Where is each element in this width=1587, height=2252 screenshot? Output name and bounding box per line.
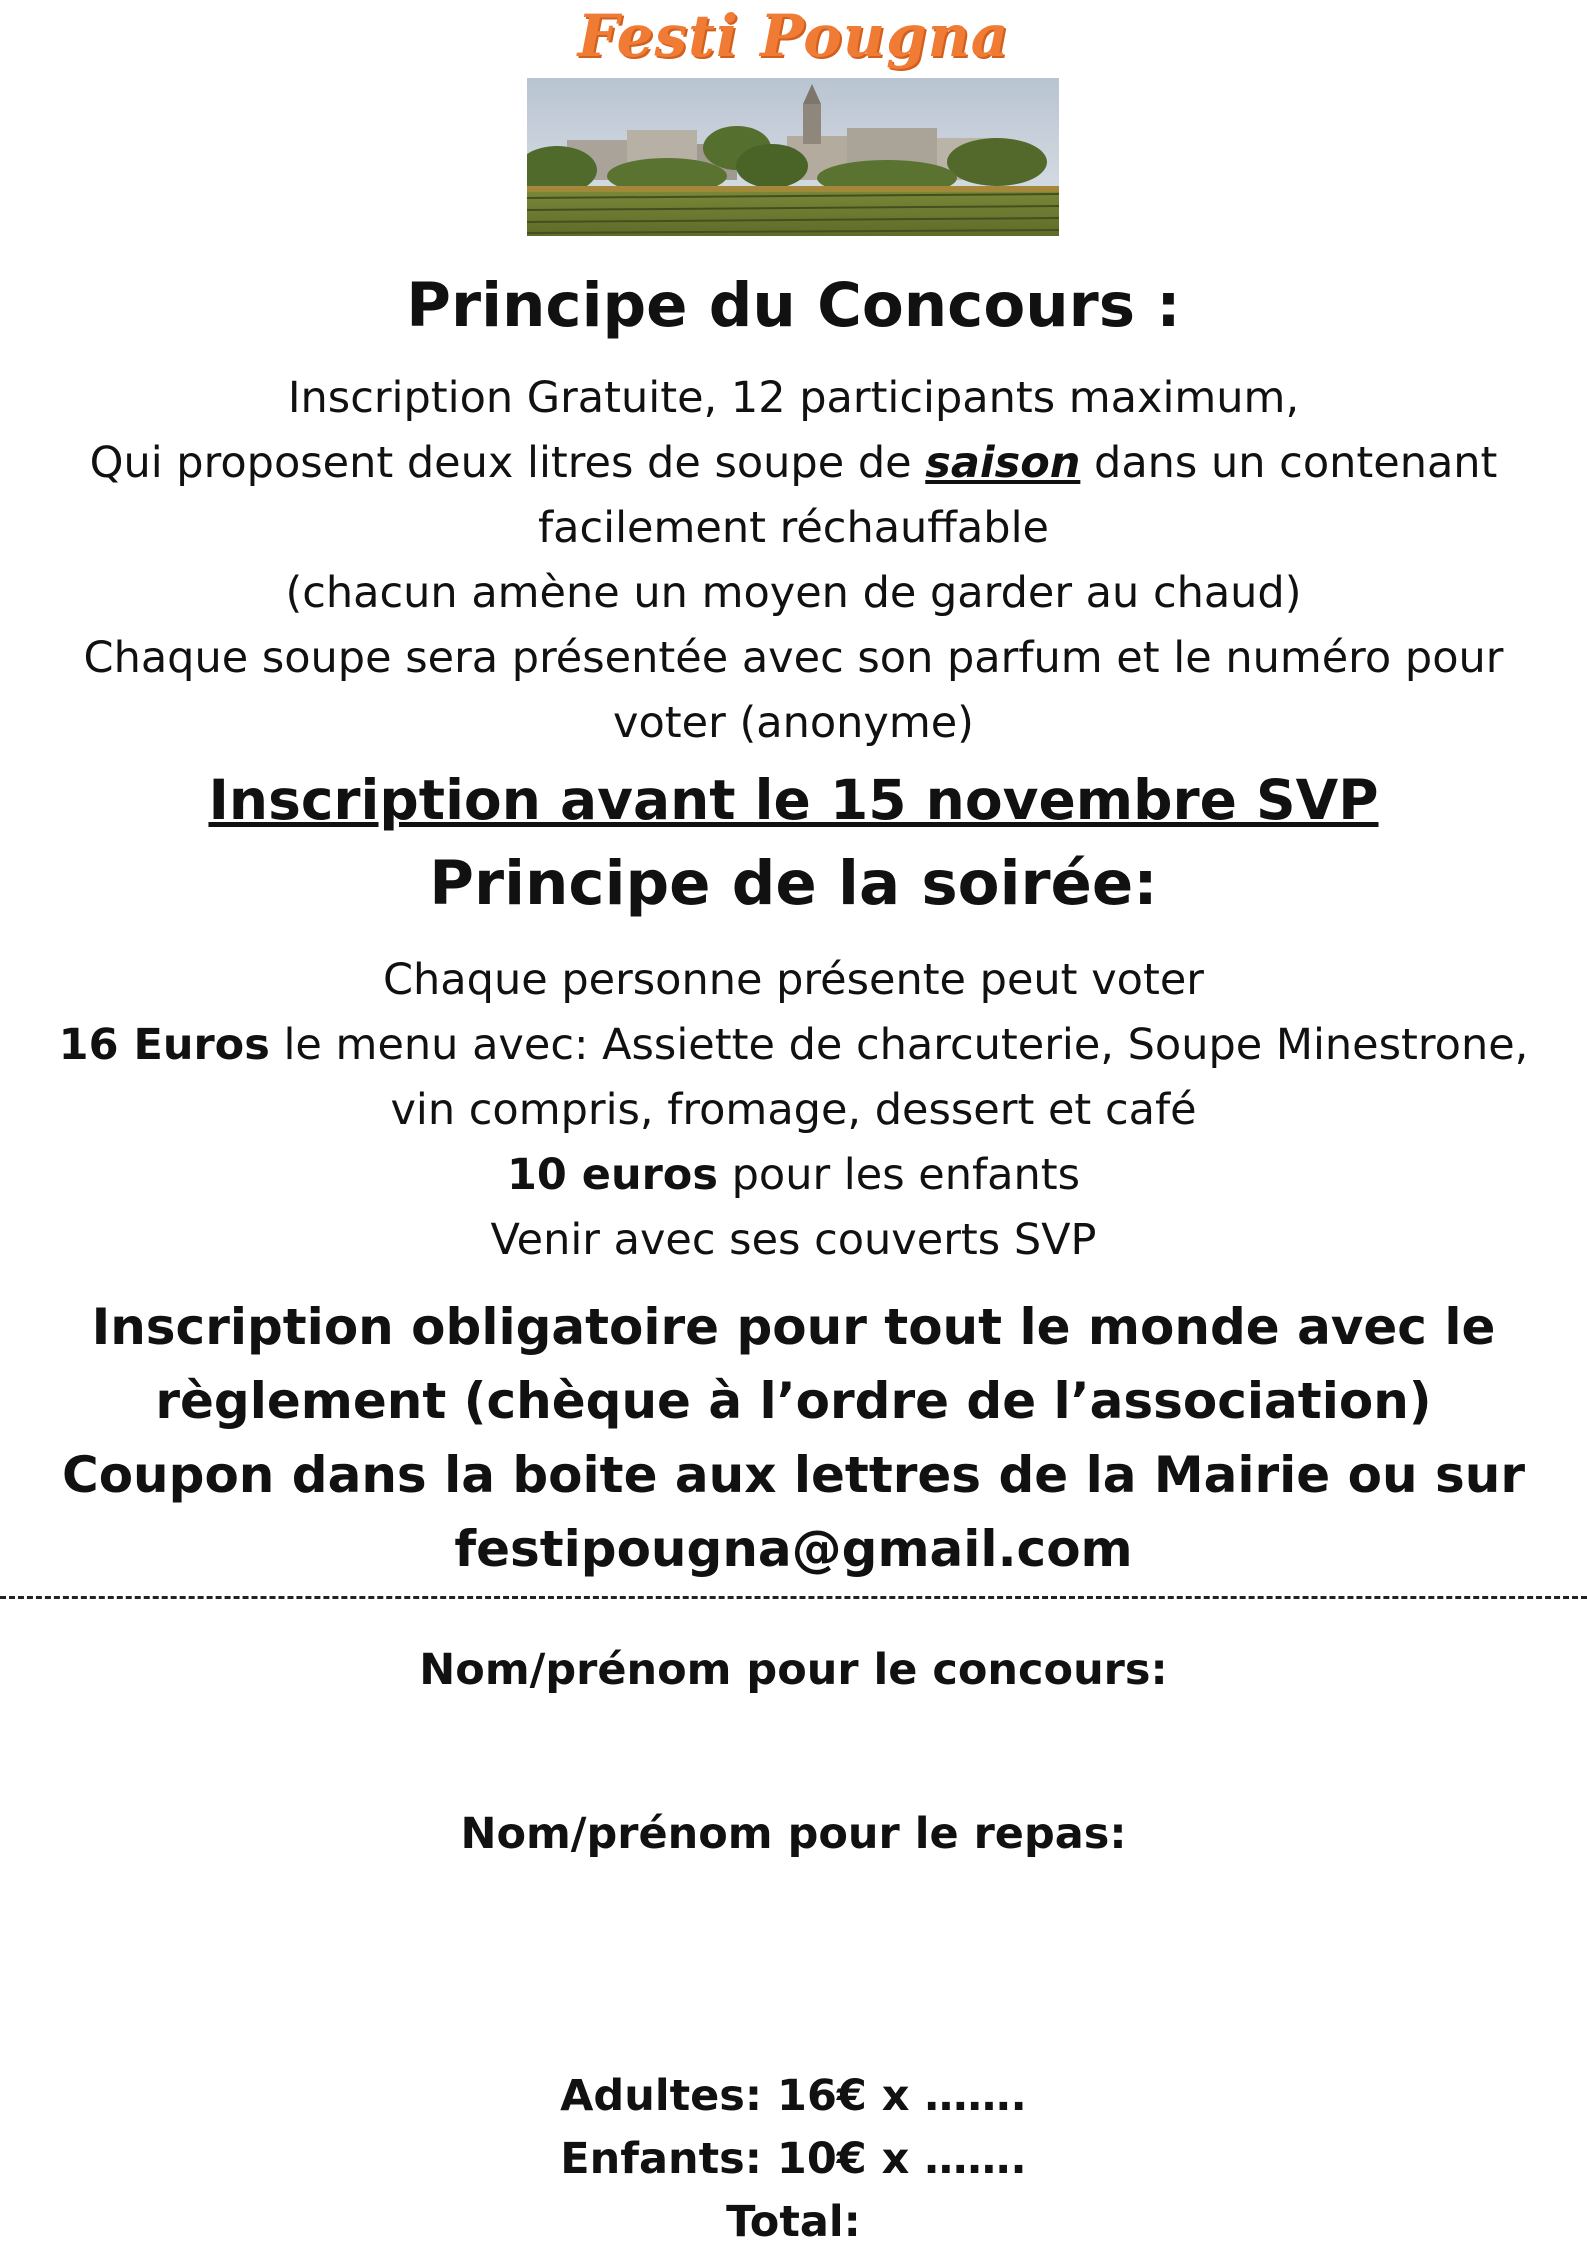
concours-line-3: (chacun amène un moyen de garder au chaud) <box>285 568 1302 618</box>
notice-line-1: Inscription obligatoire pour tout le monde avec le règlement (chèque à l’ordre de l’association) <box>91 1298 1496 1430</box>
cut-line-divider <box>0 1596 1587 1599</box>
soiree-line-1: Chaque personne présente peut voter <box>383 955 1204 1005</box>
concours-name-label: Nom/prénom pour le concours: <box>419 1645 1168 1695</box>
soiree-menu-line <box>40 1013 1547 1143</box>
kids-text: pour les enfants <box>717 1150 1080 1200</box>
concours-description <box>40 366 1547 756</box>
registration-notice <box>60 1290 1527 1586</box>
menu-price: 16 Euros <box>58 1020 270 1070</box>
menu-text: le menu avec: Assiette de charcuterie, Soupe Minestrone, vin compris, fromage, dessert et café <box>269 1020 1529 1135</box>
repas-name-label: Nom/prénom pour le repas: <box>460 1809 1127 1859</box>
adultes-line: Adultes: 16€ x ……. <box>560 2071 1027 2121</box>
saison-emphasis: saison <box>925 438 1081 488</box>
kids-price: 10 euros <box>507 1150 718 1200</box>
concours-line-2 <box>40 431 1547 561</box>
village-landscape-photo <box>527 78 1059 236</box>
soiree-cutlery-line: Venir avec ses couverts SVP <box>490 1215 1097 1265</box>
total-line: Total: <box>726 2197 861 2247</box>
concours-title: Principe du Concours : <box>406 270 1181 341</box>
soiree-kids-line <box>40 1143 1547 1208</box>
soiree-description <box>40 948 1547 1273</box>
concours-line-2-prefix: Qui proposent deux litres de soupe de <box>89 438 926 488</box>
brand-logo: Festi Pougna <box>577 2 1010 70</box>
soiree-title: Principe de la soirée: <box>429 848 1158 919</box>
concours-line-1: Inscription Gratuite, 12 participants maximum, <box>287 373 1300 423</box>
enfants-line: Enfants: 10€ x ……. <box>560 2134 1027 2184</box>
concours-line-2-suffix: dans un contenant facilement réchauffable <box>538 438 1498 553</box>
notice-line-2: Coupon dans la boite aux lettres de la Mairie ou sur festipougna@gmail.com <box>62 1446 1525 1578</box>
registration-deadline: Inscription avant le 15 novembre SVP <box>208 768 1379 832</box>
concours-line-4: Chaque soupe sera présentée avec son parfum et le numéro pour voter (anonyme) <box>83 633 1504 748</box>
